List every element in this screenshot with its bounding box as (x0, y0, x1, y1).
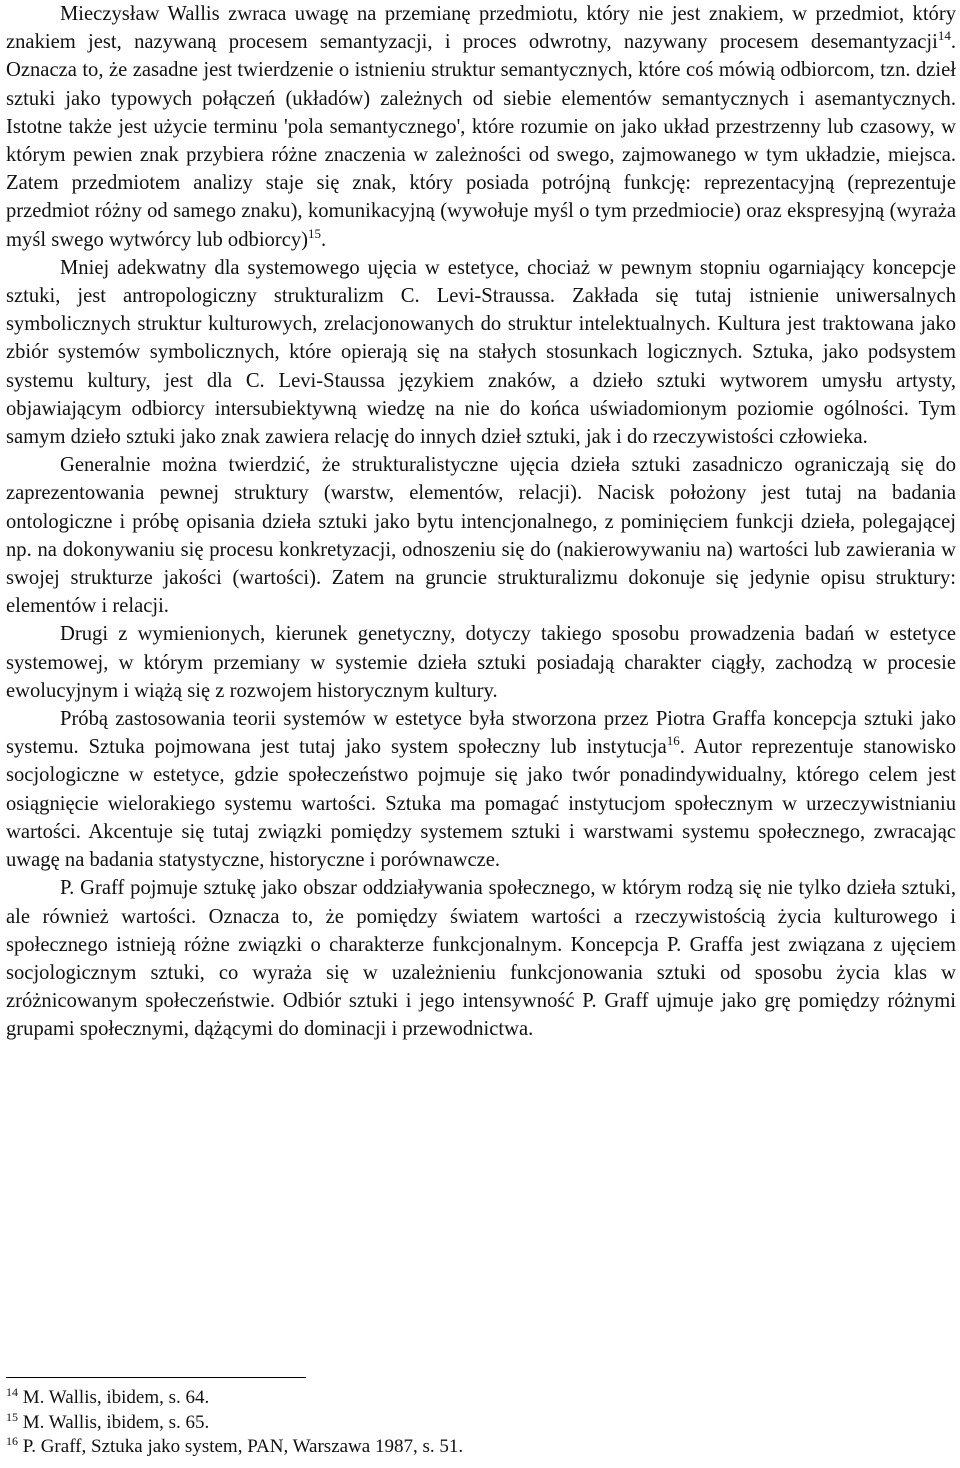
footnote-ref-16[interactable]: 16 (666, 733, 680, 749)
paragraph-3 (6, 451, 956, 620)
paragraph-text: . Autor reprezentuje stanowisko socjologiczne w estetyce, gdzie społeczeństwo pojmuje się jako twór ponadindywidualny, którego celem jest osiągnięcie wielorakiego systemu wartości. Sztuka ma pomagać instytucjom społecznym w urzeczywistnianiu wartości. Akcentuje się tutaj związki pomiędzy systemem sztuki i warstwami systemu społecznego, zwracając uwagę na badania statystyczne, historyczne i porównawcze. (6, 736, 956, 872)
footnote-text: M. Wallis, ibidem, s. 64. (18, 1387, 210, 1408)
footnote-text: M. Wallis, ibidem, s. 65. (18, 1411, 210, 1433)
footnote-16 (6, 1435, 906, 1460)
paragraph-text: Mieczysław Wallis zwraca uwagę na przemianę przedmiotu, który nie jest znakiem, w przedmiot, który znakiem jest, nazywaną procesem semantyzacji, i proces odwrotny, nazywany procesem desemantyzacji (6, 3, 956, 54)
paragraph-text: . (321, 228, 327, 251)
footnote-separator (6, 1377, 306, 1378)
paragraph-text: . Oznacza to, że zasadne jest twierdzenie o istnieniu struktur semantycznych, które coś mówią odbiorcom, tzn. dzieł sztuki jako typowych połączeń (układów) zależnych od siebie elementów semantycznych i asemantycznych. Istotne także jest użycie terminu 'pola semantycznego', które rozumie on jako układ przestrzenny lub czasowy, w którym pewien znak przybiera różne znaczenia w zależności od swego, zajmowanego w tym układzie, miejsca. Zatem przedmiotem analizy staje się znak, który posiada potrójną funkcję: reprezentacyjną (reprezentuje przedmiot różny od samego znaku), komunikacyjną (wywołuje myśl o tym przedmiocie) oraz ekspresyjną (wyraża myśl swego wytwórcy lub odbiorcy) (6, 31, 956, 251)
paragraph-text: Generalnie można twierdzić, że strukturalistyczne ujęcia dzieła sztuki zasadniczo ograniczają się do zaprezentowania pewnej struktury (warstw, elementów, relacji). Nacisk położony jest tutaj na badania ontologiczne i próbę opisania dzieła sztuki jako bytu intencjonalnego, z pominięciem funkcji dzieła, polegającej np. na dokonywaniu się procesu konkretyzacji, odnoszeniu się do (nakierowywaniu na) wartości lub zawierania w swojej strukturze jakości (wartości). Zatem na gruncie strukturalizmu dokonuje się jedynie opisu struktury: elementów i relacji. (6, 454, 956, 618)
paragraph-text: Drugi z wymienionych, kierunek genetyczny, dotyczy takiego sposobu prowadzenia badań w estetyce systemowej, w którym przemiany w systemie dzieła sztuki posiadają charakter ciągły, zachodzą w procesie ewolucyjnym i wiążą się z rozwojem historycznym kultury. (6, 623, 956, 702)
paragraph-1 (6, 0, 956, 254)
footnote-text: P. Graff, Sztuka jako system, PAN, Warszawa 1987, s. 51. (18, 1436, 464, 1457)
footnote-ref-15[interactable]: 15 (308, 225, 321, 241)
paragraph-5 (6, 705, 956, 874)
document-body (6, 0, 956, 1044)
paragraph-text: Mniej adekwatny dla systemowego ujęcia w estetyce, chociaż w pewnym stopniu ogarniający koncepcje sztuki, jest antropologiczny strukturalizm C. Levi-Straussa. Zakłada się tutaj istnienie uniwersalnych symbolicznych struktur kulturowych, zrelacjonowanych do struktur intelektualnych. Kultura jest traktowana jako zbiór systemów symbolicznych, które opierają się na stałych stosunkach logicznych. Sztuka, jako podsystem systemu kultury, jest dla C. Levi-Staussa językiem znaków, a dzieło sztuki wytworem umysłu artysty, objawiającym odbiorcy intersubiektywną wiedzę na nie do końca uświadomionym poziomie ogólności. Tym samym dzieło sztuki jako znak zawiera relację do innych dzieł sztuki, jak i do rzeczywistości człowieka. (6, 256, 956, 449)
paragraph-2 (6, 254, 956, 451)
paragraph-6 (6, 874, 956, 1043)
footnote-number: 16 (6, 1434, 18, 1448)
paragraph-text: P. Graff pojmuje sztukę jako obszar oddziaływania społecznego, w którym rodzą się nie tylko dzieła sztuki, ale również wartości. Oznacza to, że pomiędzy światem wartości a rzeczywistością życia kulturowego i społecznego istnieją różne związki o charakterze funkcjonalnym. Koncepcja P. Graffa jest związana z ujęciem socjologicznym sztuki, co wyraża się w uzależnieniu funkcjonowania sztuki od sposobu życia klas w zróżnicowanym społeczeństwie. Odbiór sztuki i jego intensywność P. Graff ujmuje jako grę pomiędzy różnymi grupami społecznymi, dążącymi do dominacji i przewodnictwa. (6, 877, 956, 1041)
paragraph-4 (6, 620, 956, 705)
footnotes (6, 1386, 906, 1460)
footnote-14 (6, 1386, 906, 1411)
footnote-number: 14 (6, 1385, 18, 1399)
paragraph-text: Próbą zastosowania teorii systemów w estetyce była stworzona przez Piotra Graffa koncepcja sztuki jako systemu. Sztuka pojmowana jest tutaj jako system społeczny lub instytucja (6, 708, 956, 759)
footnote-number: 15 (6, 1409, 18, 1424)
footnote-ref-14[interactable]: 14 (937, 28, 951, 44)
footnote-15 (6, 1411, 906, 1436)
